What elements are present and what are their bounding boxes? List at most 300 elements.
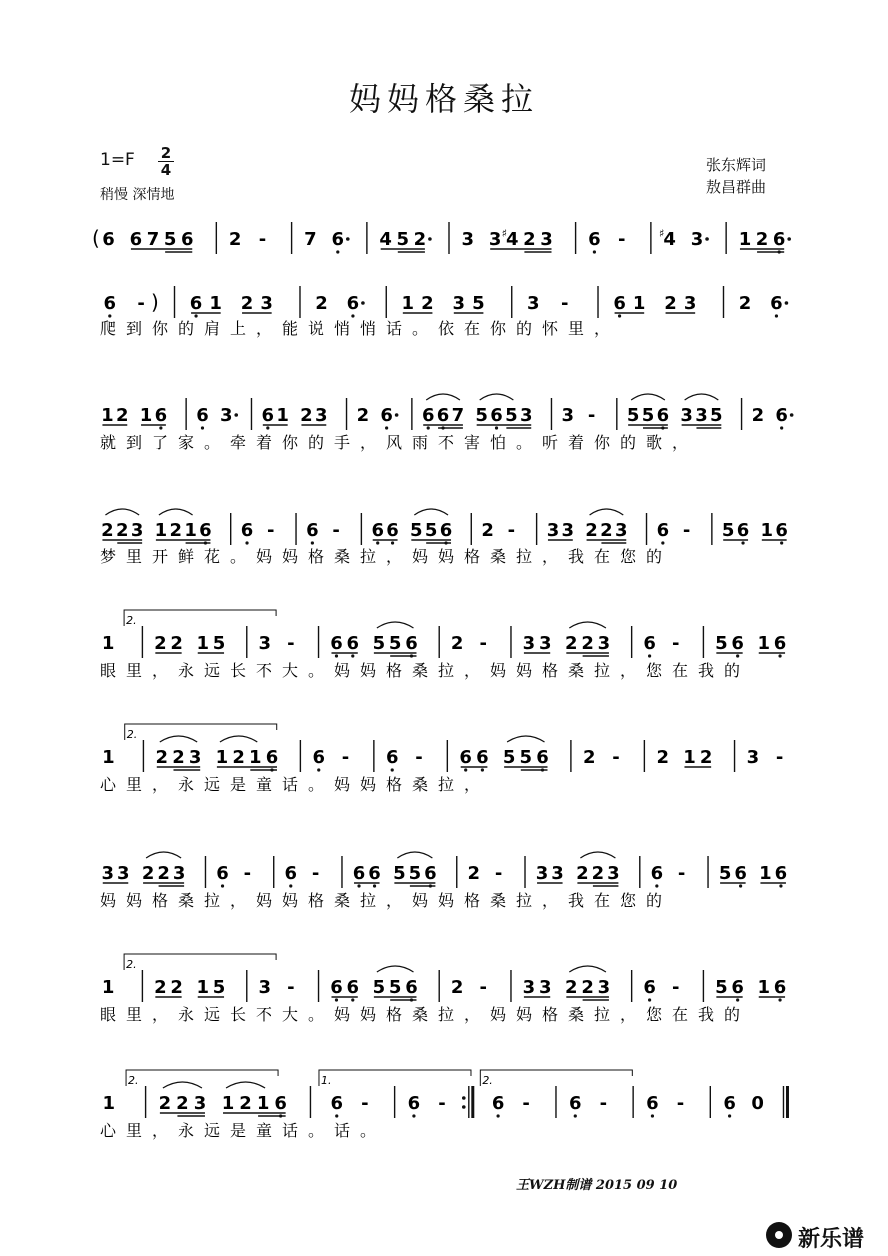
- transcriber-credit: 王WZH制谱 2015 09 10: [516, 1178, 678, 1193]
- note-digit: 6: [490, 405, 503, 426]
- lyric-line: 梦里开鲜花。妈妈格桑拉，妈妈格桑拉，我在您的: [100, 547, 673, 566]
- note-digit: 6: [371, 520, 384, 541]
- note-digit: 6: [772, 229, 786, 250]
- dash-note: -: [599, 1093, 608, 1114]
- paren: (: [92, 226, 100, 250]
- low-octave-dot: [266, 426, 269, 429]
- note-digit: 5: [212, 633, 226, 654]
- low-octave-dot: [495, 426, 498, 429]
- slur-arc: [220, 736, 257, 742]
- low-octave-dot: [335, 1114, 338, 1117]
- note-digit: 2: [232, 747, 245, 768]
- note-digit: 1: [209, 293, 222, 314]
- note-digit: 6: [380, 405, 393, 426]
- note-digit: 6: [646, 1093, 659, 1114]
- note-digit: 2: [240, 293, 254, 314]
- note-digit: 6: [407, 1093, 421, 1114]
- note-digit: 6: [196, 405, 209, 426]
- lyricist-credit: 张东辉词: [706, 156, 767, 174]
- note-digit: 2: [755, 229, 769, 250]
- note-digit: 5: [396, 229, 410, 250]
- note-digit: 5: [626, 405, 640, 426]
- note-digit: 5: [393, 863, 406, 884]
- note-digit: 6: [199, 520, 212, 541]
- note-digit: 2: [239, 1093, 252, 1114]
- note-digit: 3: [117, 863, 130, 884]
- note-digit: 1: [738, 229, 752, 250]
- slur-arc: [105, 509, 139, 515]
- dash-note: -: [671, 977, 680, 998]
- note-digit: 2: [158, 1093, 172, 1114]
- dash-note: -: [587, 405, 596, 426]
- note-digit: 3: [219, 405, 233, 426]
- note-digit: 6: [436, 405, 450, 426]
- note-digit: 2: [581, 633, 594, 654]
- note-digit: 6: [773, 633, 787, 654]
- record-disc-icon: [766, 1222, 792, 1248]
- note-digit: 6: [180, 229, 194, 250]
- note-digit: 1: [154, 520, 168, 541]
- note-digit: 1: [184, 520, 197, 541]
- note-digit: 6: [656, 405, 670, 426]
- note-digit: 3: [597, 977, 611, 998]
- volta-bracket: [125, 724, 277, 740]
- note-digit: 6: [386, 520, 399, 541]
- note-digit: 5: [718, 863, 732, 884]
- note-digit: 6: [284, 863, 298, 884]
- note-digit: 6: [216, 863, 229, 884]
- note-digit: 1: [757, 633, 771, 654]
- note-digit: 3: [615, 520, 628, 541]
- slur-arc: [160, 736, 197, 742]
- note-digit: 5: [212, 977, 226, 998]
- note-digit: 3: [130, 520, 144, 541]
- note-digit: 5: [163, 229, 177, 250]
- low-octave-dot: [778, 998, 781, 1001]
- slur-arc: [580, 852, 615, 858]
- note-digit: 1: [757, 977, 771, 998]
- low-octave-dot: [317, 768, 320, 771]
- composer-credit: 敖昌群曲: [706, 178, 767, 196]
- note-digit: 3: [258, 633, 271, 654]
- dash-note: -: [243, 863, 252, 884]
- note-digit: 6: [103, 293, 117, 314]
- slur-arc: [631, 394, 665, 400]
- repeat-dot: [462, 1096, 466, 1100]
- low-octave-dot: [351, 998, 354, 1001]
- note-digit: 6: [421, 405, 435, 426]
- note-digit: 3: [315, 405, 328, 426]
- slur-arc: [590, 509, 624, 515]
- note-digit: 3: [527, 293, 540, 314]
- note-digit: 2: [738, 293, 752, 314]
- low-octave-dot: [289, 884, 292, 887]
- note-digit: 6: [129, 229, 143, 250]
- dash-note: -: [682, 520, 691, 541]
- time-signature-bottom: 4: [160, 161, 172, 179]
- note-digit: 2: [591, 863, 605, 884]
- note-digit: 6: [306, 520, 319, 541]
- note-digit: 3: [746, 747, 760, 768]
- note-digit: 6: [368, 863, 381, 884]
- note-digit: 3: [172, 863, 186, 884]
- note-digit: 6: [770, 293, 783, 314]
- low-octave-dot: [385, 426, 388, 429]
- note-digit: 5: [424, 520, 438, 541]
- note-digit: 2: [356, 405, 370, 426]
- low-octave-dot: [108, 314, 111, 317]
- lyric-line: 眼里，永远长不大。妈妈格桑拉，妈妈格桑拉，您在我的: [100, 1005, 751, 1024]
- note-digit: 3: [607, 863, 620, 884]
- note-digit: 5: [519, 747, 533, 768]
- augmentation-dot: [705, 237, 709, 241]
- dash-note: -: [361, 1093, 369, 1114]
- note-digit: 4: [379, 229, 392, 250]
- note-digit: 1: [102, 747, 115, 768]
- augmentation-dot: [361, 301, 365, 305]
- note-digit: 3: [535, 863, 549, 884]
- low-octave-dot: [391, 768, 394, 771]
- dash-note: -: [287, 633, 295, 654]
- low-octave-dot: [736, 998, 739, 1001]
- note-digit: 2: [141, 863, 155, 884]
- note-digit: 5: [408, 863, 422, 884]
- dash-note: -: [479, 633, 487, 654]
- note-digit: 2: [751, 405, 765, 426]
- volta-bracket: [319, 1070, 471, 1086]
- note-digit: 6: [346, 293, 360, 314]
- note-digit: 5: [505, 405, 518, 426]
- dash-note: -: [438, 1093, 446, 1114]
- slur-arc: [569, 966, 606, 972]
- note-digit: 1: [101, 405, 114, 426]
- dash-note: -: [341, 747, 350, 768]
- lyric-line: 就到了家。牵着你的手，风雨不害怕。听着你的歌，: [100, 433, 699, 452]
- note-digit: 6: [650, 863, 664, 884]
- note-digit: 2: [576, 863, 589, 884]
- slur-arc: [569, 622, 606, 628]
- low-octave-dot: [741, 541, 744, 544]
- low-octave-dot: [574, 1114, 577, 1117]
- note-digit: 6: [330, 977, 343, 998]
- note-digit: 5: [475, 405, 488, 426]
- note-digit: 6: [102, 229, 115, 250]
- volta-number: 2.: [126, 614, 137, 627]
- note-digit: 2: [169, 520, 183, 541]
- dash-note: -: [258, 229, 267, 250]
- note-digit: 5: [641, 405, 655, 426]
- low-octave-dot: [728, 1114, 731, 1117]
- note-digit: 6: [643, 633, 656, 654]
- note-digit: 6: [731, 633, 744, 654]
- note-digit: 1: [196, 633, 210, 654]
- note-digit: 3: [561, 520, 575, 541]
- sharp-accidental: ♯: [501, 227, 507, 240]
- note-digit: 1: [632, 293, 646, 314]
- note-digit: 2: [450, 633, 464, 654]
- note-digit: 2: [154, 633, 167, 654]
- dash-note: -: [612, 747, 620, 768]
- note-digit: 6: [734, 863, 747, 884]
- note-digit: 2: [155, 747, 169, 768]
- dash-note: -: [560, 293, 569, 314]
- note-digit: 3: [597, 633, 611, 654]
- note-digit: 6: [723, 1093, 736, 1114]
- note-digit: 2: [523, 229, 536, 250]
- note-digit: 1: [102, 1093, 116, 1114]
- low-octave-dot: [391, 541, 394, 544]
- low-octave-dot: [661, 541, 664, 544]
- note-digit: 3: [695, 405, 708, 426]
- augmentation-dot: [234, 413, 238, 417]
- note-digit: 6: [352, 863, 366, 884]
- note-digit: 5: [388, 977, 402, 998]
- note-digit: 1: [683, 747, 696, 768]
- note-digit: 3: [452, 293, 466, 314]
- low-octave-dot: [736, 654, 739, 657]
- low-octave-dot: [194, 314, 197, 317]
- low-octave-dot: [221, 884, 224, 887]
- slur-arc: [377, 966, 414, 972]
- tempo-marking: 稍慢 深情地: [100, 187, 175, 203]
- note-digit: 3: [522, 977, 536, 998]
- dash-note: -: [676, 1093, 685, 1114]
- dash-note: -: [494, 863, 503, 884]
- low-octave-dot: [201, 426, 204, 429]
- note-digit: 3: [690, 229, 704, 250]
- low-octave-dot: [648, 998, 651, 1001]
- volta-bracket: [124, 954, 276, 970]
- note-digit: 6: [405, 633, 418, 654]
- note-digit: 1: [215, 747, 229, 768]
- repeat-dot: [462, 1105, 466, 1109]
- note-digit: 1: [221, 1093, 235, 1114]
- dash-note: -: [677, 863, 686, 884]
- note-digit: 6: [261, 405, 275, 426]
- low-octave-dot: [336, 250, 339, 253]
- slur-arc: [226, 1082, 265, 1088]
- note-digit: 5: [715, 977, 728, 998]
- note-digit: 2: [581, 977, 594, 998]
- low-octave-dot: [593, 250, 596, 253]
- note-digit: 2: [421, 293, 434, 314]
- note-digit: 0: [751, 1093, 764, 1114]
- note-digit: 3: [461, 229, 475, 250]
- low-octave-dot: [739, 884, 742, 887]
- note-digit: 3: [193, 1093, 207, 1114]
- slur-arc: [163, 1082, 202, 1088]
- augmentation-dot: [787, 237, 791, 241]
- note-digit: 5: [472, 293, 485, 314]
- note-digit: 2: [664, 293, 677, 314]
- low-octave-dot: [245, 541, 248, 544]
- note-digit: 3: [188, 747, 202, 768]
- note-digit: 5: [372, 633, 386, 654]
- note-digit: 6: [775, 405, 788, 426]
- note-digit: 2: [315, 293, 328, 314]
- note-digit: 2: [600, 520, 613, 541]
- low-octave-dot: [780, 541, 783, 544]
- note-digit: 1: [759, 863, 772, 884]
- low-octave-dot: [412, 1114, 415, 1117]
- note-digit: 6: [385, 747, 399, 768]
- note-digit: 5: [502, 747, 516, 768]
- lyric-line: 眼里，永远长不大。妈妈格桑拉，妈妈格桑拉，您在我的: [100, 661, 751, 680]
- note-digit: 6: [274, 1093, 287, 1114]
- low-octave-dot: [159, 426, 162, 429]
- low-octave-dot: [775, 314, 778, 317]
- note-digit: 3: [260, 293, 273, 314]
- lyric-line: 心里，永远是童话。话。: [100, 1121, 387, 1140]
- dash-note: -: [479, 977, 487, 998]
- low-octave-dot: [778, 654, 781, 657]
- note-digit: 6: [476, 747, 489, 768]
- lyric-line: 妈妈格桑拉，妈妈格桑拉，妈妈格桑拉，我在您的: [100, 891, 673, 910]
- note-digit: 5: [410, 520, 423, 541]
- note-digit: 6: [331, 229, 345, 250]
- note-digit: 3: [683, 293, 697, 314]
- note-digit: 6: [613, 293, 626, 314]
- volta-bracket: [124, 610, 276, 626]
- slur-arc: [159, 509, 193, 515]
- low-octave-dot: [655, 884, 658, 887]
- note-digit: 6: [773, 977, 787, 998]
- note-digit: 6: [569, 1093, 582, 1114]
- page-title: 妈妈格桑拉: [348, 80, 539, 118]
- note-digit: 6: [491, 1093, 505, 1114]
- augmentation-dot: [785, 301, 789, 305]
- note-digit: 6: [643, 977, 656, 998]
- note-digit: 2: [413, 229, 427, 250]
- site-logo-text: 新乐谱: [798, 1227, 865, 1252]
- note-digit: 1: [196, 977, 210, 998]
- note-digit: 6: [265, 747, 279, 768]
- note-digit: 7: [451, 405, 465, 426]
- slur-arc: [507, 736, 544, 742]
- note-digit: 3: [546, 520, 560, 541]
- note-digit: 6: [656, 520, 670, 541]
- note-digit: 1: [401, 293, 415, 314]
- low-octave-dot: [780, 426, 783, 429]
- note-digit: 2: [699, 747, 713, 768]
- note-digit: 1: [249, 747, 262, 768]
- low-octave-dot: [335, 654, 338, 657]
- note-digit: 2: [583, 747, 596, 768]
- note-digit: 3: [551, 863, 564, 884]
- note-digit: 7: [146, 229, 160, 250]
- note-digit: 6: [312, 747, 326, 768]
- note-digit: 2: [300, 405, 313, 426]
- low-octave-dot: [648, 654, 651, 657]
- augmentation-dot: [790, 413, 794, 417]
- note-digit: 3: [522, 633, 536, 654]
- note-digit: 2: [481, 520, 494, 541]
- lyric-line: 爬到你的肩上，能说悄悄话。依在你的怀里，: [100, 319, 621, 338]
- note-digit: 2: [228, 229, 242, 250]
- note-digit: 2: [154, 977, 167, 998]
- dash-note: -: [618, 229, 626, 250]
- dash-note: -: [332, 520, 340, 541]
- note-digit: 6: [736, 520, 750, 541]
- note-digit: 5: [710, 405, 723, 426]
- low-octave-dot: [427, 426, 430, 429]
- note-digit: 6: [588, 229, 601, 250]
- note-digit: 1: [101, 633, 115, 654]
- note-digit: 6: [346, 633, 360, 654]
- note-digit: 2: [565, 633, 578, 654]
- slur-arc: [685, 394, 719, 400]
- slur-arc: [146, 852, 181, 858]
- note-digit: 6: [189, 293, 203, 314]
- note-digit: 6: [731, 977, 744, 998]
- slur-arc: [397, 852, 432, 858]
- paren: ): [150, 290, 159, 314]
- low-octave-dot: [351, 654, 354, 657]
- note-digit: 2: [170, 633, 183, 654]
- note-digit: 2: [157, 863, 170, 884]
- note-digit: 6: [330, 1093, 344, 1114]
- volta-number: 1.: [320, 1074, 332, 1087]
- note-digit: 6: [346, 977, 360, 998]
- low-octave-dot: [357, 884, 360, 887]
- note-digit: 2: [467, 863, 481, 884]
- note-digit: 5: [715, 633, 728, 654]
- volta-number: 2.: [482, 1074, 493, 1087]
- slur-arc: [480, 394, 514, 400]
- low-octave-dot: [618, 314, 621, 317]
- slur-arc: [414, 509, 448, 515]
- low-octave-dot: [651, 1114, 654, 1117]
- low-octave-dot: [373, 884, 376, 887]
- low-octave-dot: [376, 541, 379, 544]
- note-digit: 1: [760, 520, 774, 541]
- dash-note: -: [522, 1093, 530, 1114]
- note-digit: 7: [304, 229, 317, 250]
- volta-number: 2.: [126, 958, 137, 971]
- sharp-accidental: ♯: [659, 227, 665, 240]
- low-octave-dot: [497, 1114, 500, 1117]
- note-digit: 2: [565, 977, 578, 998]
- note-digit: 2: [656, 747, 670, 768]
- dash-note: -: [137, 293, 145, 314]
- note-digit: 1: [276, 405, 289, 426]
- dash-note: -: [267, 520, 275, 541]
- lyric-line: 心里，永远是童话。妈妈格桑拉，: [100, 775, 491, 794]
- augmentation-dot: [346, 237, 350, 241]
- note-digit: 3: [680, 405, 693, 426]
- note-digit: 6: [536, 747, 549, 768]
- slur-arc: [377, 622, 414, 628]
- note-digit: 6: [439, 520, 453, 541]
- note-digit: 6: [459, 747, 472, 768]
- note-digit: 6: [774, 863, 788, 884]
- volta-number: 2.: [128, 1074, 139, 1087]
- note-digit: 6: [775, 520, 788, 541]
- note-digit: 2: [101, 520, 114, 541]
- note-digit: 3: [519, 405, 533, 426]
- note-digit: 1: [101, 977, 115, 998]
- note-digit: 6: [424, 863, 437, 884]
- note-digit: 1: [256, 1093, 270, 1114]
- dash-note: -: [507, 520, 516, 541]
- note-digit: 5: [721, 520, 735, 541]
- dash-note: -: [671, 633, 680, 654]
- site-logo: [766, 1220, 882, 1252]
- low-octave-dot: [464, 768, 467, 771]
- augmentation-dot: [395, 413, 399, 417]
- note-digit: 3: [561, 405, 575, 426]
- note-digit: 6: [330, 633, 343, 654]
